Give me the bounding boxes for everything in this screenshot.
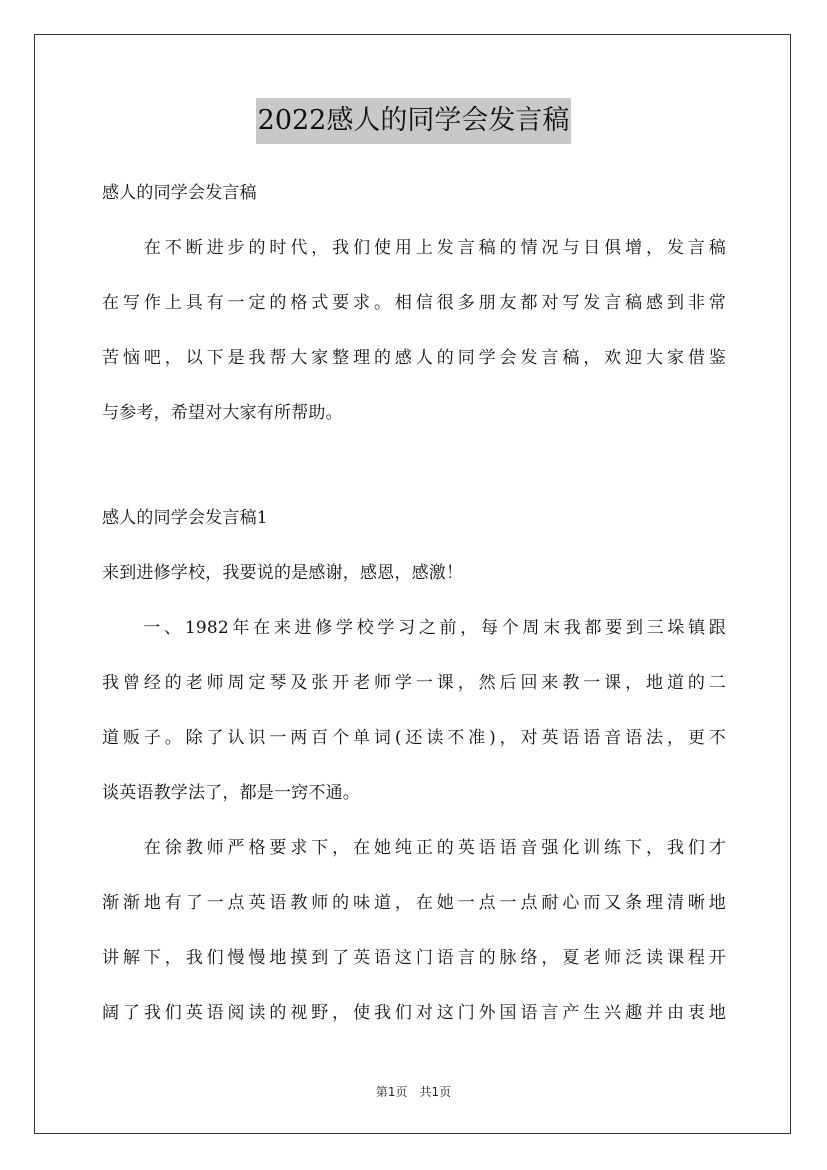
paragraph-line: 我曾经的老师周定琴及张开老师学一课，然后回来教一课，地道的二: [102, 673, 726, 693]
paragraph-line: 渐渐地有了一点英语教师的味道，在她一点一点耐心而又条理清晰地: [102, 893, 726, 913]
paragraph-line: 道贩子。除了认识一两百个单词(还读不准)，对英语语音语法，更不: [102, 728, 726, 748]
title-container: [0, 98, 827, 144]
paragraph-line: 来到进修学校，我要说的是感谢，感恩，感激！: [102, 563, 464, 583]
paragraph-gap: [102, 441, 726, 491]
paragraph-line: 阔了我们英语阅读的视野，使我们对这门外国语言产生兴趣并由衷地: [102, 1003, 726, 1023]
paragraph-line: 讲解下，我们慢慢地摸到了英语这门语言的脉络，夏老师泛读课程开: [102, 948, 726, 968]
section-heading: 感人的同学会发言稿1: [102, 508, 268, 528]
paragraph-line: 谈英语教学法了，都是一窍不通。: [102, 783, 360, 803]
page-number: 第1页 共1页: [375, 1085, 452, 1099]
paragraph-line: 一、1982年在来进修学校学习之前，每个周末我都要到三垛镇跟: [102, 618, 726, 638]
paragraph-line: 苦恼吧，以下是我帮大家整理的感人的同学会发言稿，欢迎大家借鉴: [102, 348, 726, 368]
paragraph-line: 在不断进步的时代，我们使用上发言稿的情况与日俱增，发言稿: [102, 238, 726, 258]
section-heading: 感人的同学会发言稿: [102, 183, 257, 203]
document-title: 2022感人的同学会发言稿: [256, 98, 572, 144]
paragraph-line: 与参考，希望对大家有所帮助。: [102, 403, 343, 423]
document-body: [102, 166, 726, 1041]
paragraph-line: 在徐教师严格要求下，在她纯正的英语语音强化训练下，我们才: [102, 838, 726, 858]
paragraph-line: 在写作上具有一定的格式要求。相信很多朋友都对写发言稿感到非常: [102, 293, 726, 313]
